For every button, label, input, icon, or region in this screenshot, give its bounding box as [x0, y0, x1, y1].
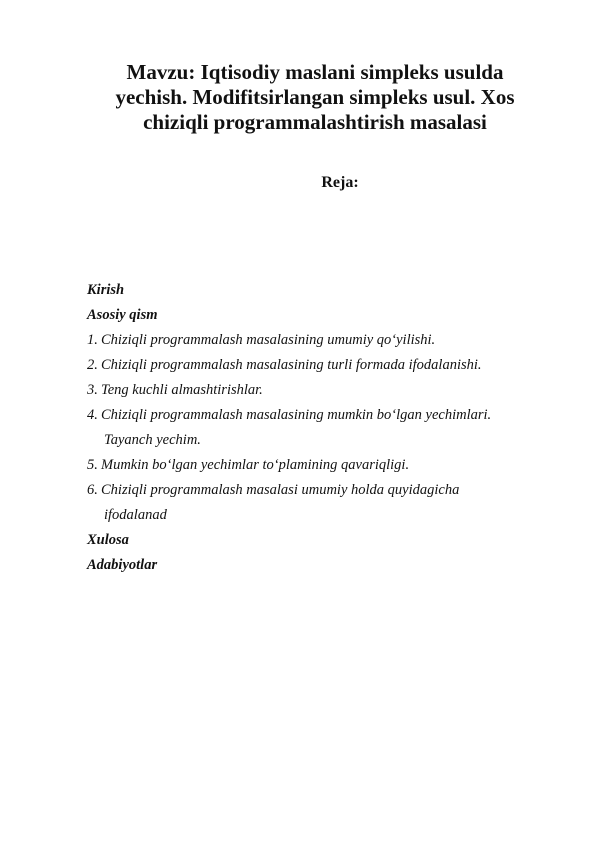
outline-item	[87, 478, 547, 503]
conclusion-heading: Xulosa	[87, 532, 129, 548]
intro-heading: Kirish	[87, 282, 125, 298]
item-continuation: Tayanch yechim.	[104, 432, 201, 448]
main-part-heading: Asosiy qism	[87, 307, 158, 323]
item-number: 5.	[87, 457, 98, 473]
item-text: Chiziqli programmalash masalasining umumiy qo‘yilishi.	[101, 332, 436, 348]
plan-outline	[87, 278, 547, 578]
outline-item	[87, 403, 547, 428]
plan-heading: Reja:	[321, 174, 359, 191]
outline-item	[87, 453, 547, 478]
title-line: yechish. Modifitsirlangan simpleks usul. Xos	[115, 85, 515, 109]
document-title	[80, 60, 550, 135]
outline-item	[87, 353, 547, 378]
item-text: Teng kuchli almashtirishlar.	[101, 382, 263, 398]
item-number: 1.	[87, 332, 98, 348]
item-number: 3.	[87, 382, 98, 398]
item-text: Chiziqli programmalash masalasining turli formada ifodalanishi.	[101, 357, 482, 373]
title-line: chiziqli programmalashtirish masalasi	[143, 110, 487, 134]
item-text: Chiziqli programmalash masalasi umumiy holda quyidagicha	[101, 482, 460, 498]
item-text: Chiziqli programmalash masalasining mumkin bo‘lgan yechimlari.	[101, 407, 492, 423]
item-text: Mumkin bo‘lgan yechimlar to‘plamining qavariqligi.	[101, 457, 410, 473]
outline-item	[87, 378, 547, 403]
item-number: 4.	[87, 407, 98, 423]
item-continuation: ifodalanad	[104, 507, 167, 523]
item-number: 2.	[87, 357, 98, 373]
outline-item	[87, 328, 547, 353]
references-heading: Adabiyotlar	[87, 557, 158, 573]
title-line: Mavzu: Iqtisodiy maslani simpleks usulda	[126, 60, 504, 84]
item-number: 6.	[87, 482, 98, 498]
